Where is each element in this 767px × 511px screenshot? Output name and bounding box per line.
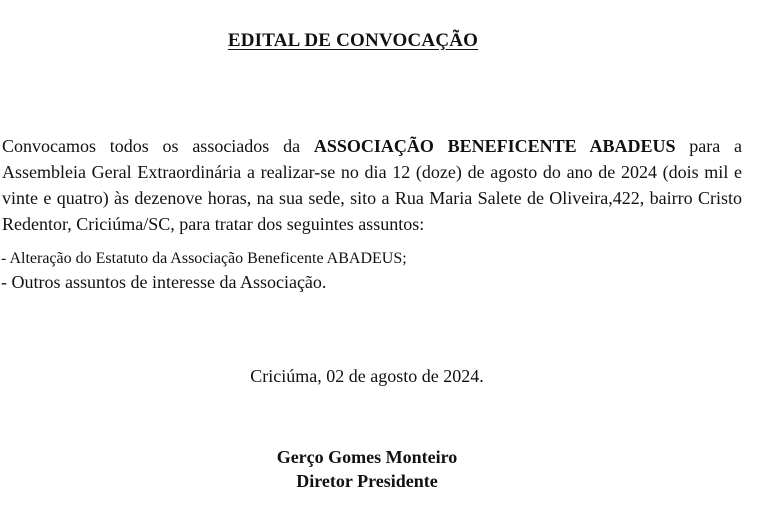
convocation-paragraph	[2, 133, 742, 237]
place-and-date: Criciúma, 02 de agosto de 2024.	[250, 366, 484, 386]
signatory-role: Diretor Presidente	[296, 471, 438, 491]
agenda-list	[1, 248, 741, 294]
signature-block	[0, 445, 734, 493]
document-title: EDITAL DE CONVOCAÇÃO	[227, 30, 479, 51]
organization-name: ASSOCIAÇÃO BENEFICENTE ABADEUS	[313, 136, 676, 156]
agenda-item: - Outros assuntos de interesse da Associação.	[1, 272, 327, 292]
paragraph-intro: Convocamos todos os associados da	[2, 136, 314, 156]
signatory-name: Gerço Gomes Monteiro	[276, 447, 458, 467]
paragraph-details: para a Assembleia Geral Extraordinária a realizar-se no dia 12 (doze) de agosto do ano de 2024 (dois mil e vinte e quatro) às dezenove horas, na sua sede, sito a Rua Maria Salete de Oliveira,422, bairro Cristo Redentor, Criciúma/SC, para tratar dos seguintes assuntos:	[2, 136, 742, 234]
agenda-item: - Alteração do Estatuto da Associação Beneficente ABADEUS;	[1, 250, 407, 267]
